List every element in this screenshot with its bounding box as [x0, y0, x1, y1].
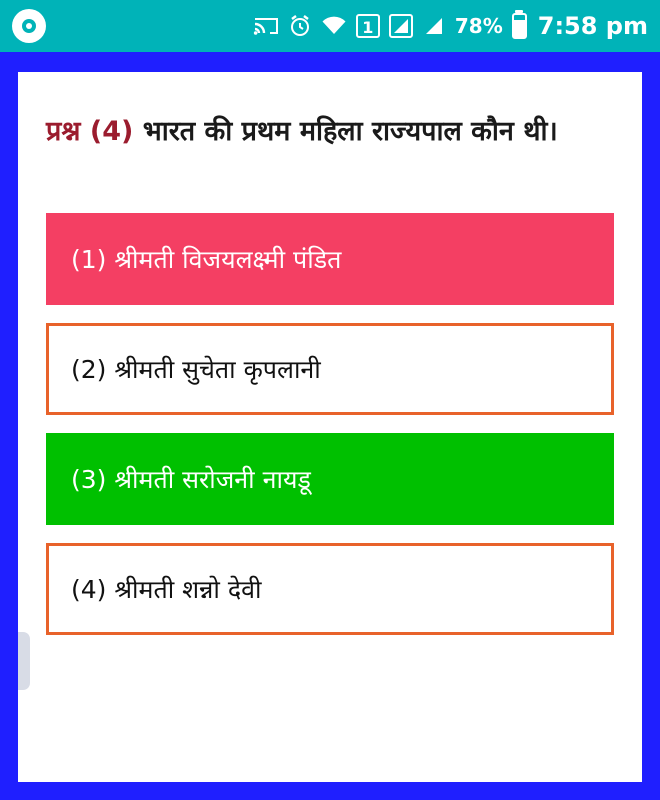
status-bar [0, 0, 660, 52]
option-4[interactable]: (4) श्रीमती शन्नो देवी [46, 543, 614, 635]
battery-percent-label: 78% [454, 14, 503, 38]
option-2[interactable]: (2) श्रीमती सुचेता कृपलानी [46, 323, 614, 415]
question-body: भारत की प्रथम महिला राज्यपाल कौन थी। [142, 116, 558, 147]
option-1[interactable]: (1) श्रीमती विजयलक्ष्मी पंडित [46, 213, 614, 305]
option-3[interactable]: (3) श्रीमती सरोजनी नायडू [46, 433, 614, 525]
alarm-icon [288, 14, 312, 38]
status-bar-right [253, 12, 648, 40]
camera-icon [12, 9, 46, 43]
battery-icon [512, 13, 527, 39]
question-text [46, 112, 614, 151]
question-number-label: प्रश्न (4) [46, 116, 134, 147]
signal-icon-2 [422, 14, 446, 38]
options-list [46, 213, 614, 635]
app-frame [0, 52, 660, 800]
wifi-icon [321, 15, 347, 37]
signal-icon-1 [389, 14, 413, 38]
side-drawer-handle[interactable] [18, 632, 30, 690]
quiz-card [18, 72, 642, 782]
sim-number-icon: 1 [356, 14, 380, 38]
clock-label: 7:58 pm [537, 12, 648, 40]
cast-icon [253, 15, 279, 37]
status-bar-left [12, 9, 253, 43]
